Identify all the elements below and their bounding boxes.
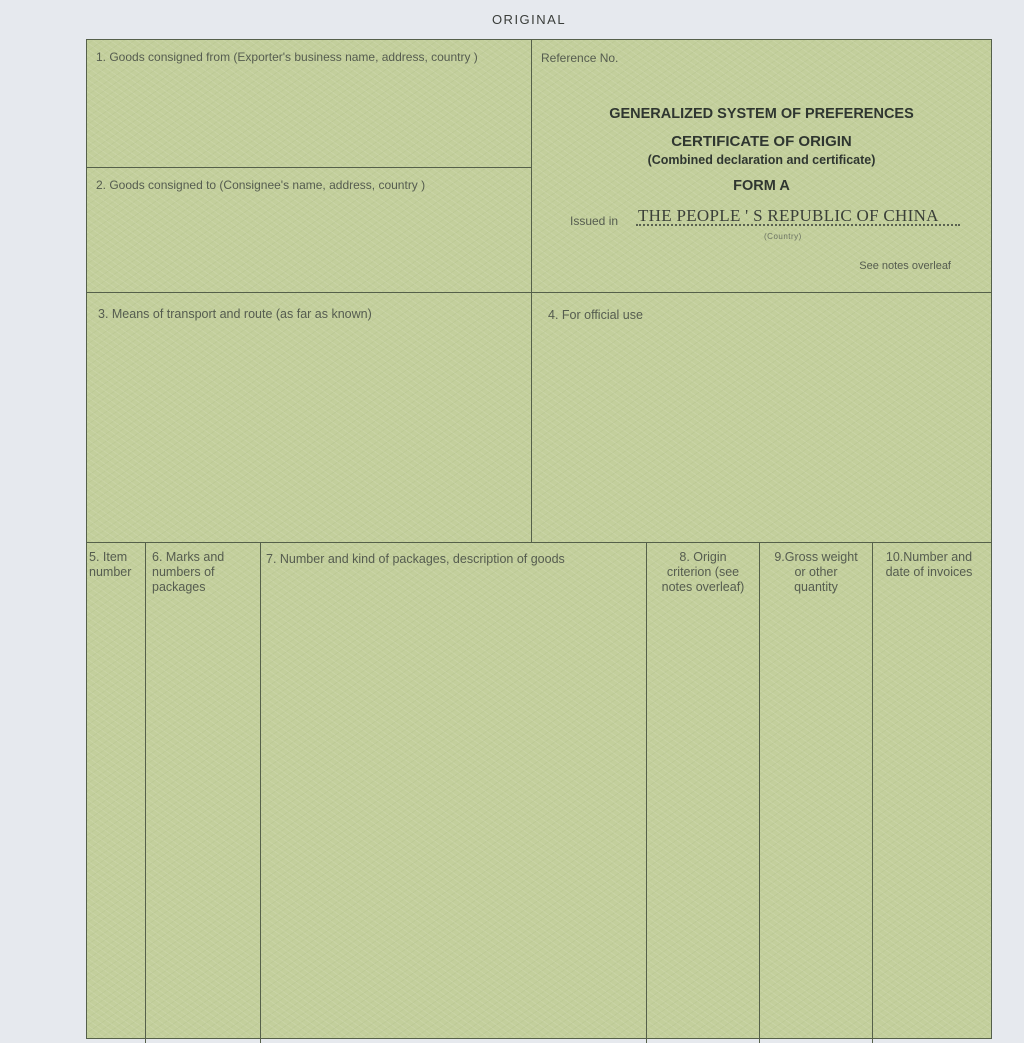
col-number-and-date-of-invoices[interactable] <box>873 543 991 1043</box>
col10-header: 10.Number and date of invoices <box>885 550 973 579</box>
col-marks-and-numbers[interactable] <box>146 543 261 1043</box>
reference-label: Reference No. <box>541 51 619 65</box>
col-item-number[interactable] <box>87 543 146 1043</box>
original-heading: ORIGINAL <box>491 12 567 27</box>
box-means-of-transport[interactable] <box>87 293 532 543</box>
box-goods-consigned-to[interactable] <box>87 168 532 293</box>
see-notes-overleaf: See notes overleaf <box>859 260 951 272</box>
form-name: FORM A <box>733 178 790 194</box>
col-origin-criterion[interactable] <box>647 543 760 1043</box>
box3-label: 3. Means of transport and route (as far as known) <box>98 307 372 321</box>
col6-header: 6. Marks and numbers of packages <box>152 550 225 594</box>
certificate-header-block <box>532 40 991 293</box>
box2-label: 2. Goods consigned to (Consignee's name, address, country ) <box>96 178 426 192</box>
title-combined-declaration: (Combined declaration and certificate) <box>647 153 876 167</box>
col5-header: 5. Item number <box>89 550 132 579</box>
issued-in-label: Issued in <box>570 214 619 228</box>
col9-header: 9.Gross weight or other quantity <box>774 550 858 594</box>
issued-country-field[interactable]: THE PEOPLE ' S REPUBLIC OF CHINA <box>636 206 960 226</box>
country-caption: (Country) <box>764 232 802 241</box>
col8-header: 8. Origin criterion (see notes overleaf) <box>661 550 745 594</box>
col-gross-weight[interactable] <box>760 543 873 1043</box>
box1-label: 1. Goods consigned from (Exporter's business name, address, country ) <box>96 50 478 64</box>
box-for-official-use[interactable] <box>532 293 991 543</box>
box4-label: 4. For official use <box>548 308 643 322</box>
title-gsp: GENERALIZED SYSTEM OF PREFERENCES <box>609 106 914 122</box>
box-goods-consigned-from[interactable] <box>87 40 532 168</box>
col7-header: 7. Number and kind of packages, description of goods <box>266 552 565 566</box>
certificate-form <box>86 39 992 1039</box>
col-description-of-goods[interactable] <box>261 543 647 1043</box>
title-certificate-of-origin: CERTIFICATE OF ORIGIN <box>671 133 852 150</box>
issued-in-row <box>570 206 960 228</box>
